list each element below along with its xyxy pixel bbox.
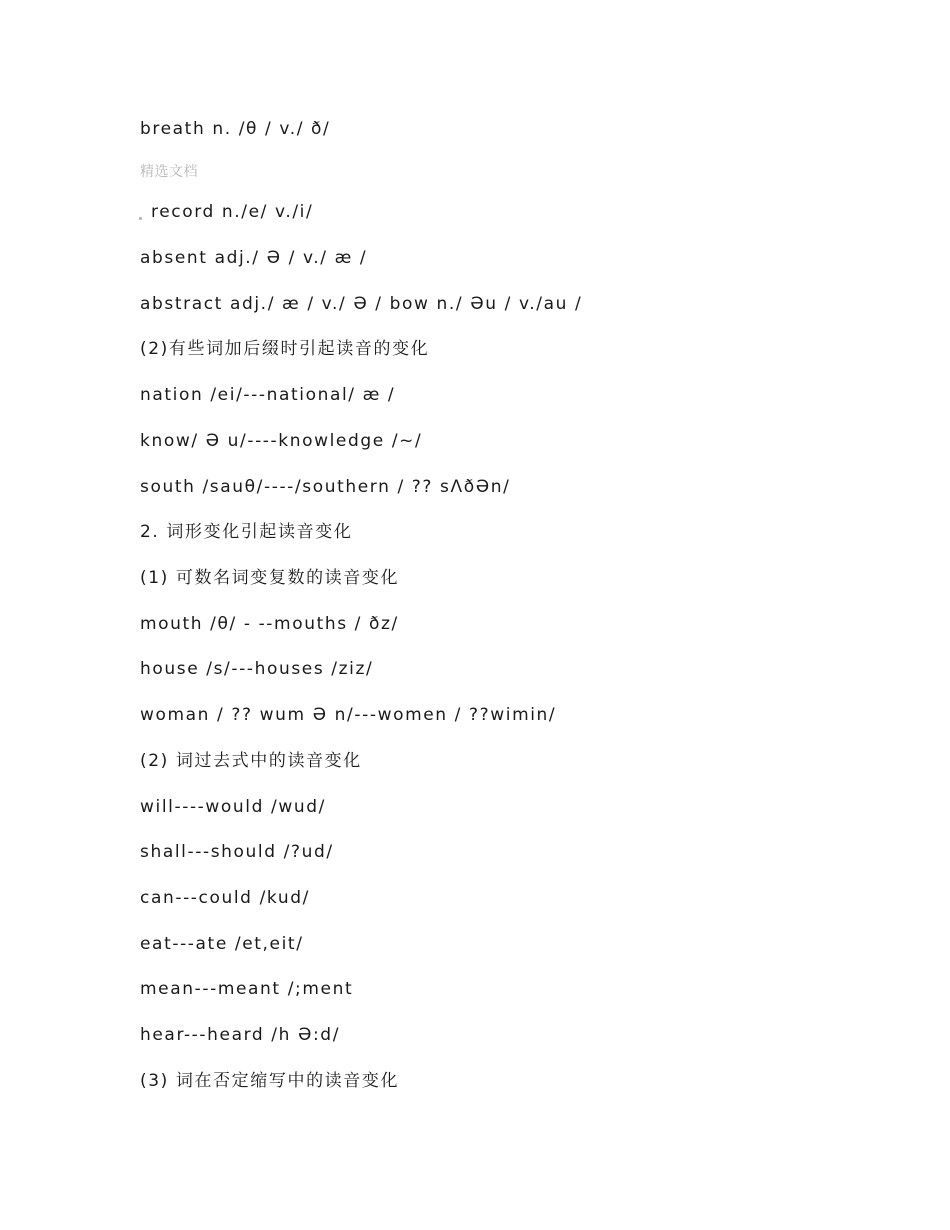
- text-line: mean---meant /;ment: [140, 979, 354, 999]
- section-heading: 2. 词形变化引起读音变化: [140, 522, 353, 542]
- section-heading: (2) 词过去式中的读音变化: [140, 751, 362, 771]
- text-line: can---could /kud/: [140, 888, 310, 908]
- section-heading: (3) 词在否定缩写中的读音变化: [140, 1071, 400, 1091]
- text-line: mouth /θ/ - --mouths / ðz/: [140, 614, 399, 634]
- text-line: south /sauθ/----/southern / ?? sɅðƏn/: [140, 477, 511, 497]
- text-line: will----would /wud/: [140, 797, 326, 817]
- watermark-label: 精选文档: [140, 164, 198, 180]
- text-line: eat---ate /et,eit/: [140, 934, 304, 954]
- text-line: record n./e/ v./i/: [151, 202, 314, 222]
- text-line: know/ Ə u/----knowledge /~/: [140, 431, 423, 451]
- text-line: absent adj./ Ə / v./ æ /: [140, 248, 368, 268]
- text-line: shall---should /?ud/: [140, 842, 334, 862]
- text-line: breath n. /θ / v./ ð/: [140, 119, 331, 139]
- section-heading: (1) 可数名词变复数的读音变化: [140, 568, 400, 588]
- text-line: woman / ?? wum Ə n/---women / ??wimin/: [140, 705, 557, 725]
- bullet-dot: [139, 217, 142, 220]
- text-line: hear---heard /h Ə:d/: [140, 1025, 341, 1045]
- text-line: house /s/---houses /ziz/: [140, 659, 374, 679]
- text-line: abstract adj./ æ / v./ Ə / bow n./ Əu / v./au /: [140, 294, 583, 314]
- section-heading: (2)有些词加后缀时引起读音的变化: [140, 339, 430, 359]
- text-line: nation /ei/---national/ æ /: [140, 385, 396, 405]
